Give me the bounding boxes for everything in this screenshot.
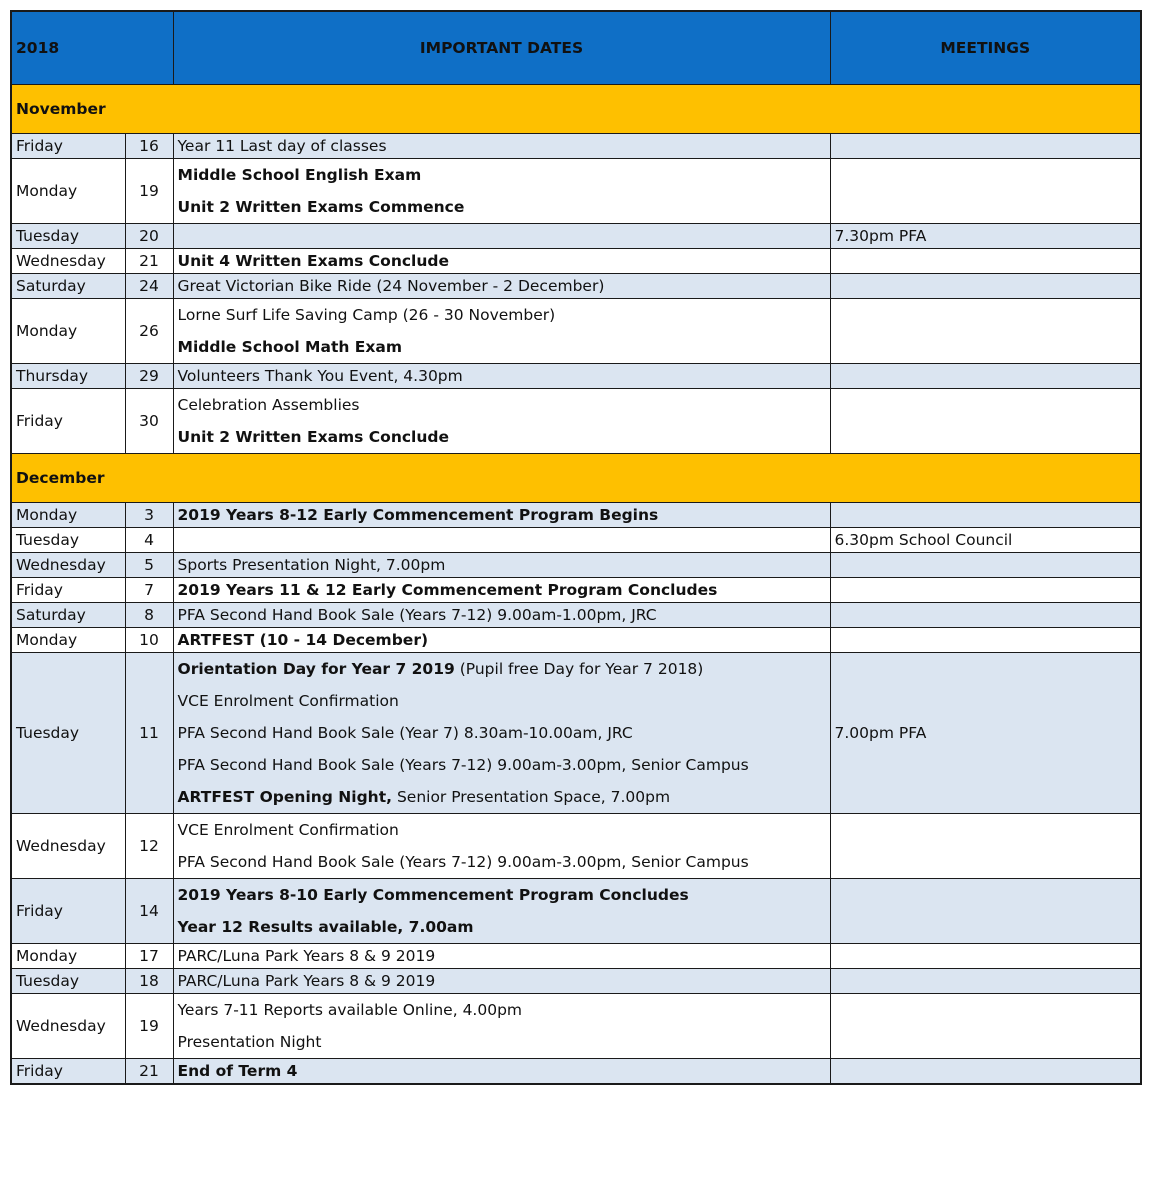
event-line: Celebration Assemblies (177, 396, 360, 414)
table-row (11, 224, 1141, 249)
events-cell (173, 528, 830, 553)
day-cell: Friday (11, 1059, 125, 1085)
day-cell: Saturday (11, 603, 125, 628)
events-cell (173, 628, 830, 653)
event-line: VCE Enrolment Confirmation (177, 821, 399, 839)
meeting-cell (830, 603, 1141, 628)
date-cell: 18 (125, 969, 173, 994)
events-cell (173, 879, 830, 944)
event-line-empty (178, 528, 826, 552)
event-line-empty (178, 224, 826, 248)
date-cell: 16 (125, 134, 173, 159)
event-text-part: Orientation Day for Year 7 2019 (177, 660, 455, 678)
meeting-cell (830, 274, 1141, 299)
day-cell: Wednesday (11, 553, 125, 578)
meeting-cell: 7.30pm PFA (830, 224, 1141, 249)
event-line: VCE Enrolment Confirmation (177, 692, 399, 710)
event-line: Unit 4 Written Exams Conclude (177, 252, 450, 270)
events-cell (173, 503, 830, 528)
event-line: Presentation Night (177, 1033, 322, 1051)
events-cell (173, 159, 830, 224)
day-cell: Monday (11, 159, 125, 224)
day-cell: Wednesday (11, 249, 125, 274)
month-heading: December (11, 454, 1141, 503)
table-row (11, 578, 1141, 603)
date-cell: 26 (125, 299, 173, 364)
event-line: PARC/Luna Park Years 8 & 9 2019 (177, 947, 436, 965)
events-cell (173, 249, 830, 274)
event-line: PFA Second Hand Book Sale (Years 7-12) 9.00am-1.00pm, JRC (177, 606, 657, 624)
date-cell: 14 (125, 879, 173, 944)
day-cell: Monday (11, 299, 125, 364)
event-line: Sports Presentation Night, 7.00pm (177, 556, 446, 574)
date-cell: 19 (125, 994, 173, 1059)
year-heading: 2018 (11, 11, 173, 85)
meeting-cell (830, 389, 1141, 454)
events-cell (173, 994, 830, 1059)
event-line: Lorne Surf Life Saving Camp (26 - 30 November) (177, 306, 556, 324)
event-line: End of Term 4 (177, 1062, 298, 1080)
events-cell (173, 274, 830, 299)
event-line: PFA Second Hand Book Sale (Years 7-12) 9.00am-3.00pm, Senior Campus (177, 756, 749, 774)
date-cell: 24 (125, 274, 173, 299)
meetings-heading: MEETINGS (830, 11, 1141, 85)
table-row (11, 249, 1141, 274)
meeting-cell (830, 134, 1141, 159)
table-row (11, 159, 1141, 224)
date-cell: 29 (125, 364, 173, 389)
table-row (11, 528, 1141, 553)
day-cell: Saturday (11, 274, 125, 299)
table-row (11, 299, 1141, 364)
day-cell: Monday (11, 503, 125, 528)
date-cell: 3 (125, 503, 173, 528)
day-cell: Friday (11, 879, 125, 944)
event-line: Year 12 Results available, 7.00am (177, 918, 474, 936)
date-cell: 21 (125, 1059, 173, 1085)
table-row (11, 969, 1141, 994)
month-heading: November (11, 85, 1141, 134)
event-line: ARTFEST (10 - 14 December) (177, 631, 429, 649)
date-cell: 8 (125, 603, 173, 628)
table-row (11, 553, 1141, 578)
date-cell: 30 (125, 389, 173, 454)
meeting-cell (830, 553, 1141, 578)
meeting-cell: 7.00pm PFA (830, 653, 1141, 814)
date-cell: 19 (125, 159, 173, 224)
meeting-cell (830, 628, 1141, 653)
date-cell: 20 (125, 224, 173, 249)
event-line (178, 653, 826, 685)
date-cell: 12 (125, 814, 173, 879)
date-cell: 11 (125, 653, 173, 814)
events-cell (173, 944, 830, 969)
date-cell: 10 (125, 628, 173, 653)
table-row (11, 994, 1141, 1059)
meeting-cell (830, 814, 1141, 879)
event-line: Unit 2 Written Exams Commence (177, 198, 465, 216)
meeting-cell (830, 503, 1141, 528)
events-cell (173, 364, 830, 389)
important-dates-table (10, 10, 1142, 1085)
meeting-cell (830, 159, 1141, 224)
event-line: PARC/Luna Park Years 8 & 9 2019 (177, 972, 436, 990)
events-cell (173, 553, 830, 578)
day-cell: Friday (11, 578, 125, 603)
event-line: 2019 Years 11 & 12 Early Commencement Program Concludes (177, 581, 718, 599)
table-row (11, 879, 1141, 944)
title-row (11, 11, 1141, 85)
meeting-cell (830, 994, 1141, 1059)
events-cell (173, 134, 830, 159)
date-cell: 4 (125, 528, 173, 553)
day-cell: Wednesday (11, 994, 125, 1059)
meeting-cell (830, 879, 1141, 944)
events-cell (173, 389, 830, 454)
events-cell (173, 299, 830, 364)
month-row (11, 454, 1141, 503)
day-cell: Friday (11, 134, 125, 159)
date-cell: 5 (125, 553, 173, 578)
meeting-cell (830, 969, 1141, 994)
important-dates-heading: IMPORTANT DATES (173, 11, 830, 85)
day-cell: Monday (11, 944, 125, 969)
day-cell: Tuesday (11, 653, 125, 814)
event-line: 2019 Years 8-10 Early Commencement Program Concludes (177, 886, 689, 904)
event-line: Middle School Math Exam (177, 338, 402, 356)
meeting-cell (830, 1059, 1141, 1085)
meeting-cell (830, 578, 1141, 603)
day-cell: Tuesday (11, 969, 125, 994)
table-row (11, 364, 1141, 389)
table-body (11, 11, 1141, 1084)
table-row (11, 503, 1141, 528)
event-line: 2019 Years 8-12 Early Commencement Program Begins (177, 506, 659, 524)
day-cell: Wednesday (11, 814, 125, 879)
event-line (178, 781, 826, 813)
event-line: PFA Second Hand Book Sale (Year 7) 8.30am-10.00am, JRC (177, 724, 633, 742)
day-cell: Monday (11, 628, 125, 653)
events-cell (173, 603, 830, 628)
date-cell: 17 (125, 944, 173, 969)
meeting-cell: 6.30pm School Council (830, 528, 1141, 553)
event-text-part: Senior Presentation Space, 7.00pm (392, 788, 671, 806)
day-cell: Friday (11, 389, 125, 454)
table-row (11, 944, 1141, 969)
table-row (11, 134, 1141, 159)
event-line: Years 7-11 Reports available Online, 4.00pm (177, 1001, 523, 1019)
meeting-cell (830, 944, 1141, 969)
day-cell: Tuesday (11, 224, 125, 249)
event-text-part: ARTFEST Opening Night, (177, 788, 393, 806)
meeting-cell (830, 249, 1141, 274)
table-row (11, 1059, 1141, 1085)
events-cell (173, 578, 830, 603)
events-cell (173, 814, 830, 879)
event-line: Volunteers Thank You Event, 4.30pm (177, 367, 463, 385)
event-text-part: (Pupil free Day for Year 7 2018) (454, 660, 704, 678)
event-line: PFA Second Hand Book Sale (Years 7-12) 9.00am-3.00pm, Senior Campus (177, 853, 749, 871)
date-cell: 21 (125, 249, 173, 274)
table-row (11, 389, 1141, 454)
table-row (11, 653, 1141, 814)
table-row (11, 603, 1141, 628)
meeting-cell (830, 364, 1141, 389)
table-row (11, 274, 1141, 299)
events-cell (173, 1059, 830, 1085)
events-cell (173, 224, 830, 249)
month-row (11, 85, 1141, 134)
day-cell: Thursday (11, 364, 125, 389)
table-row (11, 628, 1141, 653)
event-line: Unit 2 Written Exams Conclude (177, 428, 450, 446)
events-cell (173, 969, 830, 994)
event-line: Great Victorian Bike Ride (24 November - 2 December) (177, 277, 605, 295)
date-cell: 7 (125, 578, 173, 603)
event-line: Year 11 Last day of classes (177, 137, 387, 155)
day-cell: Tuesday (11, 528, 125, 553)
events-cell (173, 653, 830, 814)
table-row (11, 814, 1141, 879)
meeting-cell (830, 299, 1141, 364)
event-line: Middle School English Exam (177, 166, 422, 184)
